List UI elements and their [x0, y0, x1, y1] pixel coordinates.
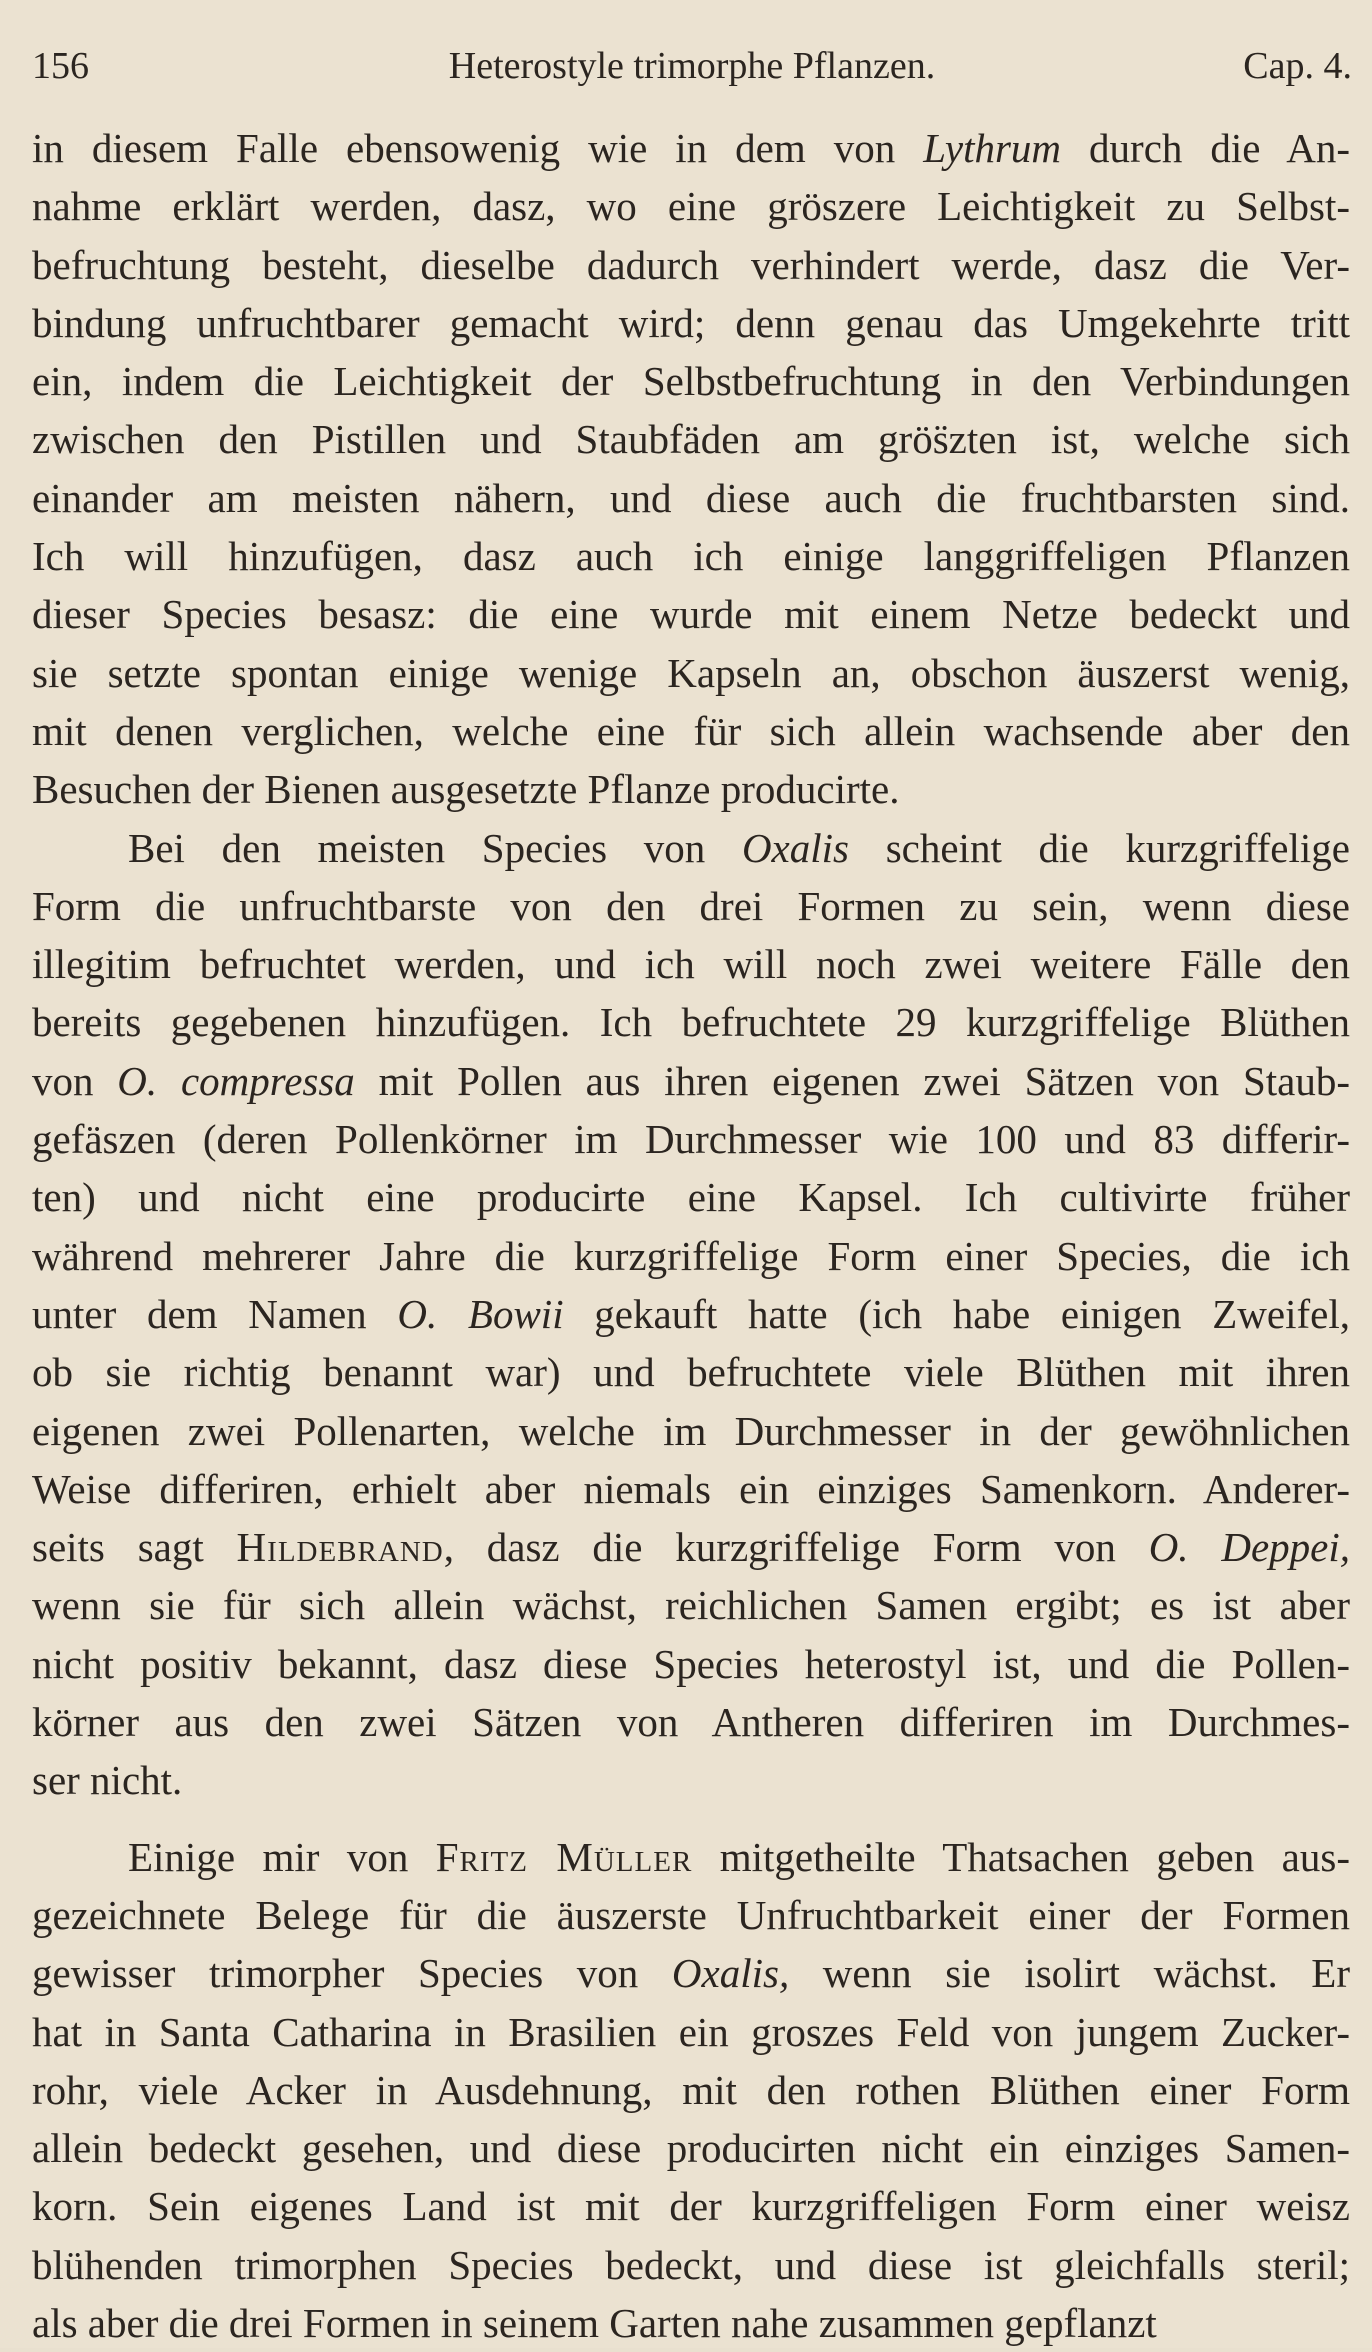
text-line	[32, 1285, 1350, 1343]
author-name: Hildebrand	[236, 1524, 444, 1571]
text-run: rohr, viele Acker in Ausdehnung, mit den rothen Blüthen einer Form	[32, 2066, 1350, 2113]
text-line	[32, 2061, 1350, 2119]
text-line	[32, 527, 1350, 585]
text-run: mit denen verglichen, welche eine für sich allein wachsende aber den	[32, 707, 1350, 754]
text-run: gezeichnete Belege für die äuszerste Unfruchtbarkeit einer der Formen	[32, 1891, 1350, 1938]
text-run: eigenen zwei Pollenarten, welche im Durchmesser in der gewöhnlichen	[32, 1407, 1350, 1454]
running-title: Heterostyle trimorphe Pflanzen.	[448, 45, 936, 87]
paragraph-p1	[32, 119, 1350, 819]
text-run: Besuchen der Bienen ausgesetzte Pflanze producirte.	[32, 766, 900, 813]
text-run: als aber die drei Formen in seinem Garten nahe zusammen gepflanzt	[32, 2299, 1157, 2346]
text-run: Ich will hinzufügen, dasz auch ich einige langgriffeligen Pflanzen	[32, 533, 1350, 580]
text-line	[32, 1828, 1350, 1886]
text-run: gewisser trimorpher Species von	[32, 1950, 672, 1997]
text-run: während mehrerer Jahre die kurzgriffelige Form einer Species, die ich	[32, 1232, 1350, 1279]
text-run: Bei den meisten Species von	[128, 824, 742, 871]
text-run: Einige mir von	[128, 1833, 436, 1880]
text-run: sie setzte spontan einige wenige Kapseln an, obschon äuszerst wenig,	[32, 649, 1350, 696]
text-line	[32, 702, 1350, 760]
text-run: nicht positiv bekannt, dasz diese Species heterostyl ist, und die Pollen-	[32, 1640, 1350, 1687]
text-run: gekauft hatte (ich habe einigen Zweifel,	[563, 1290, 1350, 1337]
text-run: hat in Santa Catharina in Brasilien ein groszes Feld von jungem Zucker-	[32, 2008, 1350, 2055]
italic-term: O. Bowii	[397, 1290, 564, 1337]
text-line	[32, 1110, 1350, 1168]
text-run: bindung unfruchtbarer gemacht wird; denn genau das Umgekehrte tritt	[32, 299, 1350, 346]
page-header	[32, 36, 1352, 96]
text-run: seits sagt	[32, 1524, 237, 1571]
text-line	[32, 469, 1350, 527]
text-line	[32, 1576, 1350, 1634]
italic-term: O. Deppei,	[1148, 1524, 1350, 1571]
text-run: gefäszen (deren Pollenkörner im Durchmesser wie 100 und 83 differir-	[32, 1116, 1350, 1163]
text-line	[32, 993, 1350, 1051]
text-run: korn. Sein eigenes Land ist mit der kurzgriffeligen Form einer weisz	[32, 2183, 1350, 2230]
text-run: ob sie richtig benannt war) und befruchtete viele Blüthen mit ihren	[32, 1349, 1350, 1396]
text-run: in diesem Falle ebensowenig wie in dem von	[32, 125, 924, 171]
text-line	[32, 1168, 1350, 1226]
text-run: unter dem Namen	[32, 1290, 398, 1337]
text-line	[32, 119, 1350, 177]
text-run: illegitim befruchtet werden, und ich will noch zwei weitere Fälle den	[32, 941, 1350, 988]
text-run: , dasz die kurzgriffelige Form von	[443, 1524, 1149, 1571]
text-line	[32, 1886, 1350, 1944]
text-run: wenn sie für sich allein wächst, reichlichen Samen ergibt; es ist aber	[32, 1582, 1350, 1629]
text-run: ten) und nicht eine producirte eine Kapsel. Ich cultivirte früher	[32, 1174, 1350, 1221]
text-line	[32, 2003, 1350, 2061]
text-line	[32, 877, 1350, 935]
paragraph-p3	[32, 1828, 1350, 2352]
text-line	[32, 1343, 1350, 1401]
text-line	[32, 819, 1350, 877]
text-run: von	[32, 1057, 118, 1104]
text-line	[32, 1751, 1350, 1809]
text-line	[32, 236, 1350, 294]
text-run: ein, indem die Leichtigkeit der Selbstbefruchtung in den Verbindungen	[32, 358, 1350, 405]
italic-term: Oxalis,	[671, 1950, 790, 1997]
text-run: mitgetheilte Thatsachen geben aus-	[692, 1833, 1350, 1880]
text-line	[32, 410, 1350, 468]
text-run: mit Pollen aus ihren eigenen zwei Sätzen von Staub-	[354, 1057, 1350, 1104]
italic-term: Oxalis	[741, 824, 849, 871]
italic-term: O. compressa	[117, 1057, 355, 1104]
italic-term: Lythrum	[923, 125, 1062, 171]
text-line	[32, 1944, 1350, 2002]
text-line	[32, 760, 1350, 818]
text-line	[32, 1635, 1350, 1693]
text-line	[32, 2119, 1350, 2177]
text-line	[32, 585, 1350, 643]
text-line	[32, 1518, 1350, 1576]
text-run: Weise differiren, erhielt aber niemals ein einziges Samenkorn. Anderer-	[32, 1465, 1350, 1512]
text-line	[32, 177, 1350, 235]
text-line	[32, 2294, 1350, 2352]
text-line	[32, 2177, 1350, 2235]
text-line	[32, 1402, 1350, 1460]
text-line	[32, 352, 1350, 410]
text-run: befruchtung besteht, dieselbe dadurch verhindert werde, dasz die Ver-	[32, 241, 1350, 288]
paragraph-p2	[32, 819, 1350, 1810]
text-run: ser nicht.	[32, 1757, 183, 1804]
text-line	[32, 2236, 1350, 2294]
text-line	[32, 644, 1350, 702]
text-line	[32, 935, 1350, 993]
text-run: körner aus den zwei Sätzen von Antheren differiren im Durchmes-	[32, 1699, 1350, 1746]
body-text	[32, 119, 1350, 2352]
text-run: wenn sie isolirt wächst. Er	[789, 1950, 1350, 1997]
text-line	[32, 1693, 1350, 1751]
author-name: Fritz Müller	[435, 1833, 693, 1880]
text-run: durch die An-	[1061, 125, 1350, 171]
text-run: scheint die kurzgriffelige	[849, 824, 1350, 871]
text-run: bereits gegebenen hinzufügen. Ich befruchtete 29 kurzgriffelige Blüthen	[32, 999, 1350, 1046]
text-line	[32, 1052, 1350, 1110]
text-line	[32, 294, 1350, 352]
text-run: allein bedeckt gesehen, und diese producirten nicht ein einziges Samen-	[32, 2125, 1350, 2172]
text-run: blühenden trimorphen Species bedeckt, und diese ist gleichfalls steril;	[32, 2241, 1350, 2288]
paragraph-gap	[32, 1810, 1350, 1828]
chapter-label: Cap. 4.	[1243, 45, 1352, 87]
text-run: dieser Species besasz: die eine wurde mit einem Netze bedeckt und	[32, 591, 1350, 638]
text-run: nahme erklärt werden, dasz, wo eine gröszere Leichtigkeit zu Selbst-	[32, 183, 1350, 230]
text-run: Form die unfruchtbarste von den drei Formen zu sein, wenn diese	[32, 882, 1350, 929]
text-run: einander am meisten nähern, und diese auch die fruchtbarsten sind.	[32, 474, 1350, 521]
text-line	[32, 1227, 1350, 1285]
page-number: 156	[32, 45, 89, 87]
text-run: zwischen den Pistillen und Staubfäden am grös̈zten ist, welche sich	[32, 416, 1350, 463]
text-line	[32, 1460, 1350, 1518]
